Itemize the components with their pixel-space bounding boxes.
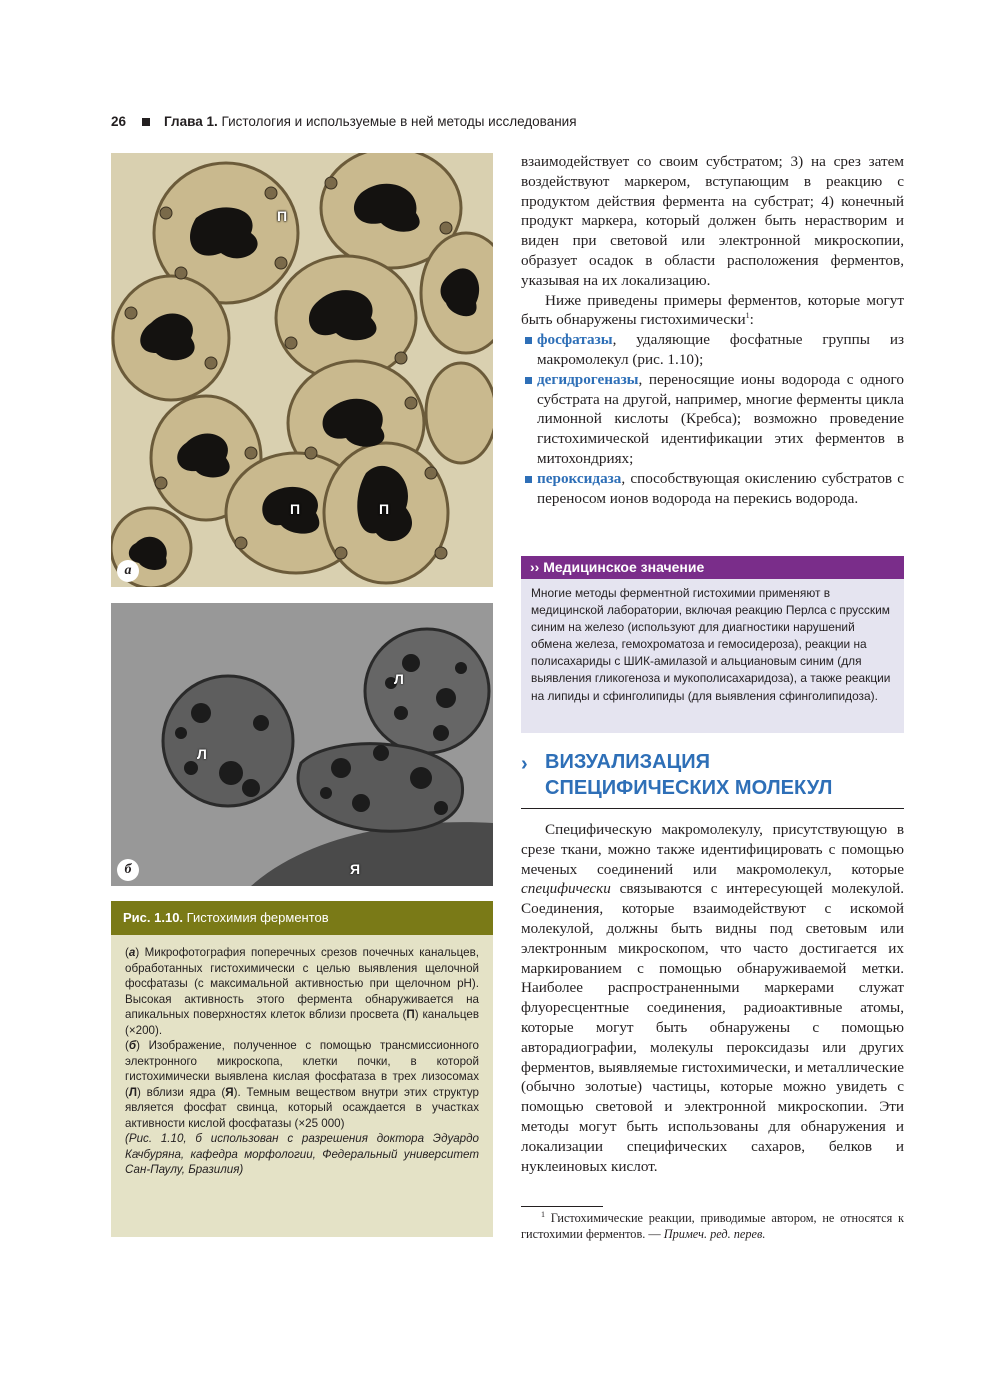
figure-a-label: а — [117, 560, 139, 582]
section-rule — [521, 808, 904, 809]
bullet-peroxidase: пероксидаза, способствующая окислению субстратов с переносом ионов водорода на перекись водорода. — [521, 469, 904, 509]
chevron-icon: › — [521, 753, 528, 775]
page-number: 26 — [111, 114, 127, 129]
section-title-line-1: ВИЗУАЛИЗАЦИЯ — [545, 751, 710, 773]
medical-box-text: Многие методы ферментной гистохимии применяют в медицинской лаборатории, включая реакцию Перлса с прусским синим на железо (используют для диагностики нарушений обмена железа, гемохроматоза и гемосидероза), реакции на полисахариды с ШИК-амилазой и альциановым синим (для выявления гликогеноза и мукополисахаридоза), а также реакции на липиды и сфинголипиды (для выявления сфинголипидоза). — [531, 586, 891, 703]
section-paragraph: Специфическую макромолекулу, присутствующую в срезе ткани, можно также идентифицировать с помощью меченых соединений или макромолекул, которые специфически связываются с интересующей молекулой. Соединения, которые взаимодействуют с искомой молекулой, должны быть видны под световым или электронным микроскопом, что часто достигается их маркированием с помощью обнаруживаемой метки. Наиболее распространенными маркерами служат флуоресцентные соединения, радиоактивные атомы, которые могут быть обнаружены с помощью авторадиографии, молекулы пероксидазы или других ферментов, выявляемые гистохимически, и металлические (обычно золотые) частицы, которые можно увидеть с помощью световой и электронной микроскопии. Эти методы могут быть использованы для обнаружения и локализации специфических сахаров, белков и нуклеиновых кислот. — [521, 821, 904, 1175]
paragraph-2: Ниже приведены примеры ферментов, которые могут быть обнаружены гистохимически$^1$: — [521, 291, 904, 329]
bullet-phosphatases: фосфатазы, удаляющие фосфатные группы из макромолекул (рис. 1.10); — [521, 330, 904, 370]
caption-body — [111, 935, 493, 1178]
figure-b-image — [111, 603, 493, 886]
medical-significance-box — [521, 556, 904, 733]
caption-title-bar — [111, 901, 493, 935]
figure-caption — [111, 901, 493, 1237]
caption-figure-title: Гистохимия ферментов — [186, 910, 329, 925]
running-header — [111, 114, 911, 129]
chapter-title: Гистология и используемые в ней методы исследования — [221, 114, 577, 129]
figure-a-micrograph — [111, 153, 493, 587]
paragraph-1: взаимодействует со своим субстратом; 3) на срез затем воздействуют маркером, вступающим в реакцию с продуктом действия фермента на субстрат; 4) конечный продукт маркера, который должен быть нерастворим и виден при световой или электронной микроскопии, образует осадок в области расположения ферментов, указывая на их локализацию. — [521, 153, 904, 289]
lysosome-label-2: Л — [197, 746, 207, 762]
caption-part-b: (б) Изображение, полученное с помощью трансмиссионного электронного микроскопа, клетки почки, в которой гистохимически выявлена кислая фосфатаза в трех лизосомах (Л) вблизи ядра (Я). Темным веществом внутри этих структур является фосфат свинца, который осаждается в участках активности кислой фосфатазы (×25 000) — [125, 1039, 479, 1130]
header-square-icon — [142, 118, 150, 126]
lumen-label-3: П — [379, 501, 390, 517]
lysosome-label-1: Л — [394, 671, 404, 687]
body-text-section — [521, 820, 904, 1176]
section-title-line-2: СПЕЦИФИЧЕСКИХ МОЛЕКУЛ — [545, 777, 833, 799]
caption-figure-number: Рис. 1.10. — [123, 910, 184, 925]
chapter-number: Глава 1. — [164, 114, 218, 129]
figure-a-image — [111, 153, 493, 587]
lumen-label-1: П — [277, 208, 288, 224]
bullet-dehydrogenases: дегидрогеназы, переносящие ионы водорода с одного субстрата на другой, например, многие ферменты цикла лимонной кислоты (Кребса); возможно проведение гистохимической идентификации этих ферментов в митохондриях; — [521, 370, 904, 469]
nucleus-label: Я — [350, 861, 361, 877]
caption-credit: (Рис. 1.10, б использован с разрешения доктора Эдуардо Качбуряна, кафедра морфологии, Федеральный университет Сан-Паулу, Бразилия) — [125, 1132, 479, 1176]
lumen-label-2: П — [290, 501, 301, 517]
figure-b-label: б — [117, 859, 139, 881]
caption-part-a: (а) Микрофотография поперечных срезов почечных канальцев, обработанных гистохимически с целью выявления щелочной фосфатазы (с максимальной активностью при щелочном pH). Высокая активность этого фермента обнаруживается на апикальных поверхностях клеток вблизи просвета (П) канальцев (×200). — [125, 946, 479, 1037]
figure-b-micrograph — [111, 603, 493, 886]
section-heading — [521, 749, 904, 809]
footnote: $^1$ Гистохимические реакции, приводимые автором, не относятся к гистохимии ферментов. — Примеч. ред. перев. — [521, 1209, 904, 1241]
footnote-rule — [521, 1206, 603, 1207]
body-text-top — [521, 152, 904, 508]
medical-box-title: ›› Медицинское значение — [521, 556, 904, 579]
